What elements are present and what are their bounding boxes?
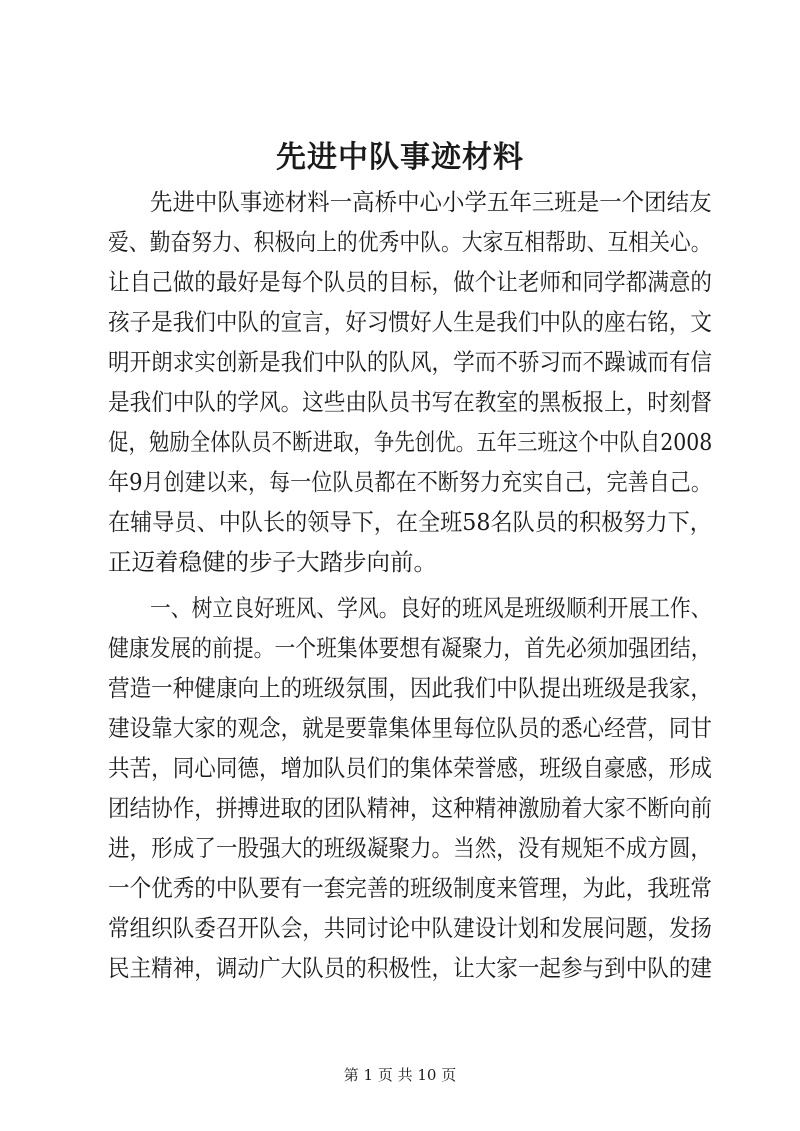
- text-line: 民主精神，调动广大队员的积极性，让大家一起参与到中队的建: [108, 954, 712, 982]
- text-line: 常组织队委召开队会，共同讨论中队建设计划和发展问题，发扬: [108, 914, 712, 942]
- text-line: 是我们中队的学风。这些由队员书写在教室的黑板报上，时刻督: [108, 388, 712, 416]
- text-line: 营造一种健康向上的班级氛围，因此我们中队提出班级是我家，: [108, 674, 712, 702]
- text-line: 先进中队事迹材料一高桥中心小学五年三班是一个团结友: [150, 188, 712, 216]
- text-line: 年9月创建以来，每一位队员都在不断努力充实自己，完善自己。: [108, 468, 712, 496]
- text-line: 进，形成了一股强大的班级凝聚力。当然，没有规矩不成方圆，: [108, 834, 712, 862]
- text-line: 一个优秀的中队要有一套完善的班级制度来管理，为此，我班常: [108, 874, 712, 902]
- document-title: 先进中队事迹材料: [276, 140, 524, 175]
- text-line: 建设靠大家的观念，就是要靠集体里每位队员的悉心经营，同甘: [108, 714, 712, 742]
- text-line: 孩子是我们中队的宣言，好习惯好人生是我们中队的座右铭，文: [108, 308, 712, 336]
- text-line: 爱、勤奋努力、积极向上的优秀中队。大家互相帮助、互相关心。: [108, 228, 712, 256]
- text-line: 团结协作，拼搏进取的团队精神，这种精神激励着大家不断向前: [108, 794, 712, 822]
- page-number-footer: 第 1 页 共 10 页: [343, 1066, 457, 1084]
- text-line: 在辅导员、中队长的领导下，在全班58名队员的积极努力下，: [108, 508, 712, 536]
- text-line: 正迈着稳健的步子大踏步向前。: [108, 548, 437, 576]
- text-line: 健康发展的前提。一个班集体要想有凝聚力，首先必须加强团结，: [108, 634, 712, 662]
- text-line: 促，勉励全体队员不断进取，争先创优。五年三班这个中队自2008: [108, 428, 713, 456]
- text-line: 共苦，同心同德，增加队员们的集体荣誉感，班级自豪感，形成: [108, 754, 712, 782]
- text-line: 明开朗求实创新是我们中队的队风，学而不骄习而不躁诚而有信: [108, 348, 712, 376]
- text-line: 一、树立良好班风、学风。良好的班风是班级顺利开展工作、: [150, 594, 712, 622]
- text-line: 让自己做的最好是每个队员的目标，做个让老师和同学都满意的: [108, 268, 712, 296]
